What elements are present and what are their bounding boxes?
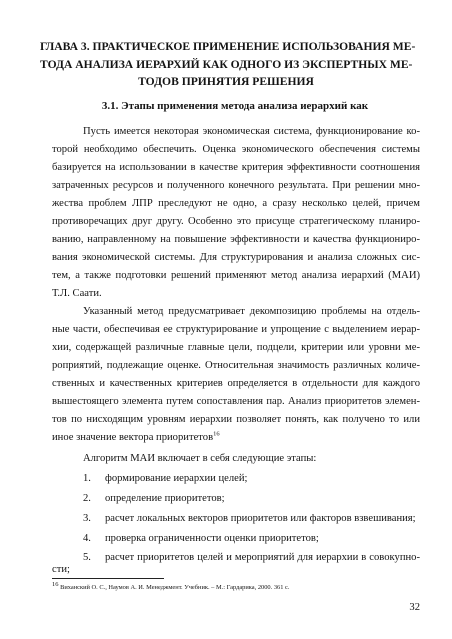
footnote-divider — [52, 578, 164, 579]
text-line: хии, содержащей различные главные цели, подцели, критерии или уровни ме- — [52, 342, 420, 353]
chapter-title-line: ТОДОВ ПРИНЯТИЯ РЕШЕНИЯ — [138, 75, 314, 88]
footnote-reference[interactable]: 16 — [213, 430, 220, 438]
text-line: вышестоящего элемента путем сопоставления пар. Анализ приоритетов элемен- — [52, 396, 420, 407]
section-title: 3.1. Этапы применения метода анализа иерархий как — [101, 100, 369, 112]
text-line: Т.Л. Саати. — [52, 288, 102, 299]
text-line: роприятий, подлежащие оценке. Относительная значимость различных количе- — [52, 360, 420, 371]
text-line: затраченных ресурсов и полученного конечного результата. При решении мно- — [52, 180, 420, 191]
text-line: противоречащих друг другу. Особенно это присуще стратегическому планиро- — [52, 216, 420, 227]
text-line: жества проблем ЛПР преследуют не одно, а сразу несколько целей, причем — [52, 198, 420, 209]
text-line: вания экономической системы. Для структурирования и анализа сложных сис- — [52, 252, 420, 263]
list-item-text: расчет приоритетов целей и мероприятий для иерархии в совокупно- — [105, 552, 420, 563]
chapter-title — [40, 38, 416, 91]
list-item-number: 5. — [83, 552, 91, 563]
text-line: тем, а также подготовки решений применяют метод анализа иерархий (МАИ) — [52, 270, 420, 281]
text-line — [52, 431, 220, 445]
text-line: ственных и качественных критериев определяется в отдельности для каждого — [52, 378, 420, 389]
list-item-number: 4. — [83, 533, 91, 544]
footnote-marker: 16 — [52, 580, 59, 588]
footnote — [52, 580, 290, 592]
list-item-number: 3. — [83, 513, 91, 524]
chapter-title-line: ГЛАВА 3. ПРАКТИЧЕСКОЕ ПРИМЕНЕНИЕ ИСПОЛЬЗОВАНИЯ МЕ- — [40, 40, 416, 53]
text-line: торой необходимо обеспечить. Оценка экономического обеспечения системы — [52, 144, 420, 155]
text-line-content: иное значение вектора приоритетов — [52, 432, 214, 443]
text-line: ванию, направленному на повышение эффективности и качества функциониро- — [52, 234, 420, 245]
chapter-title-line: ТОДА АНАЛИЗА ИЕРАРХИЙ КАК ОДНОГО ИЗ ЭКСПЕРТНЫХ МЕ- — [40, 57, 413, 71]
list-item-text: определение приоритетов; — [105, 493, 225, 504]
text-line: Указанный метод предусматривает декомпозицию проблемы на отдель- — [83, 306, 420, 317]
list-item-number: 2. — [83, 493, 91, 504]
footnote-text: Виханский О. С., Наумов А. И. Менеджмент. Учебник. – М.: Гардарика, 2000. 361 с. — [60, 584, 290, 591]
text-line: базируется на использовании в качестве критерия эффективности соотношения — [52, 162, 420, 173]
text-line: Пусть имеется некоторая экономическая система, функционирование ко- — [83, 126, 420, 137]
page-number: 32 — [409, 602, 420, 613]
list-item-text: проверка ограниченности оценки приоритетов; — [105, 533, 319, 544]
list-item-text: расчет локальных векторов приоритетов или факторов взвешивания; — [105, 513, 416, 524]
text-line: тов по нисходящим уровням иерархии позволяет понять, как получено то или — [52, 414, 420, 425]
list-intro: Алгоритм МАИ включает в себя следующие этапы: — [83, 453, 317, 464]
list-item-text: формирование иерархии целей; — [105, 473, 248, 484]
text-line: ные части, обеспечивая ее структурирование и упрощение с выделением иерар- — [52, 324, 420, 335]
list-item-number: 1. — [83, 473, 91, 484]
list-item-continuation: сти; — [52, 564, 70, 575]
